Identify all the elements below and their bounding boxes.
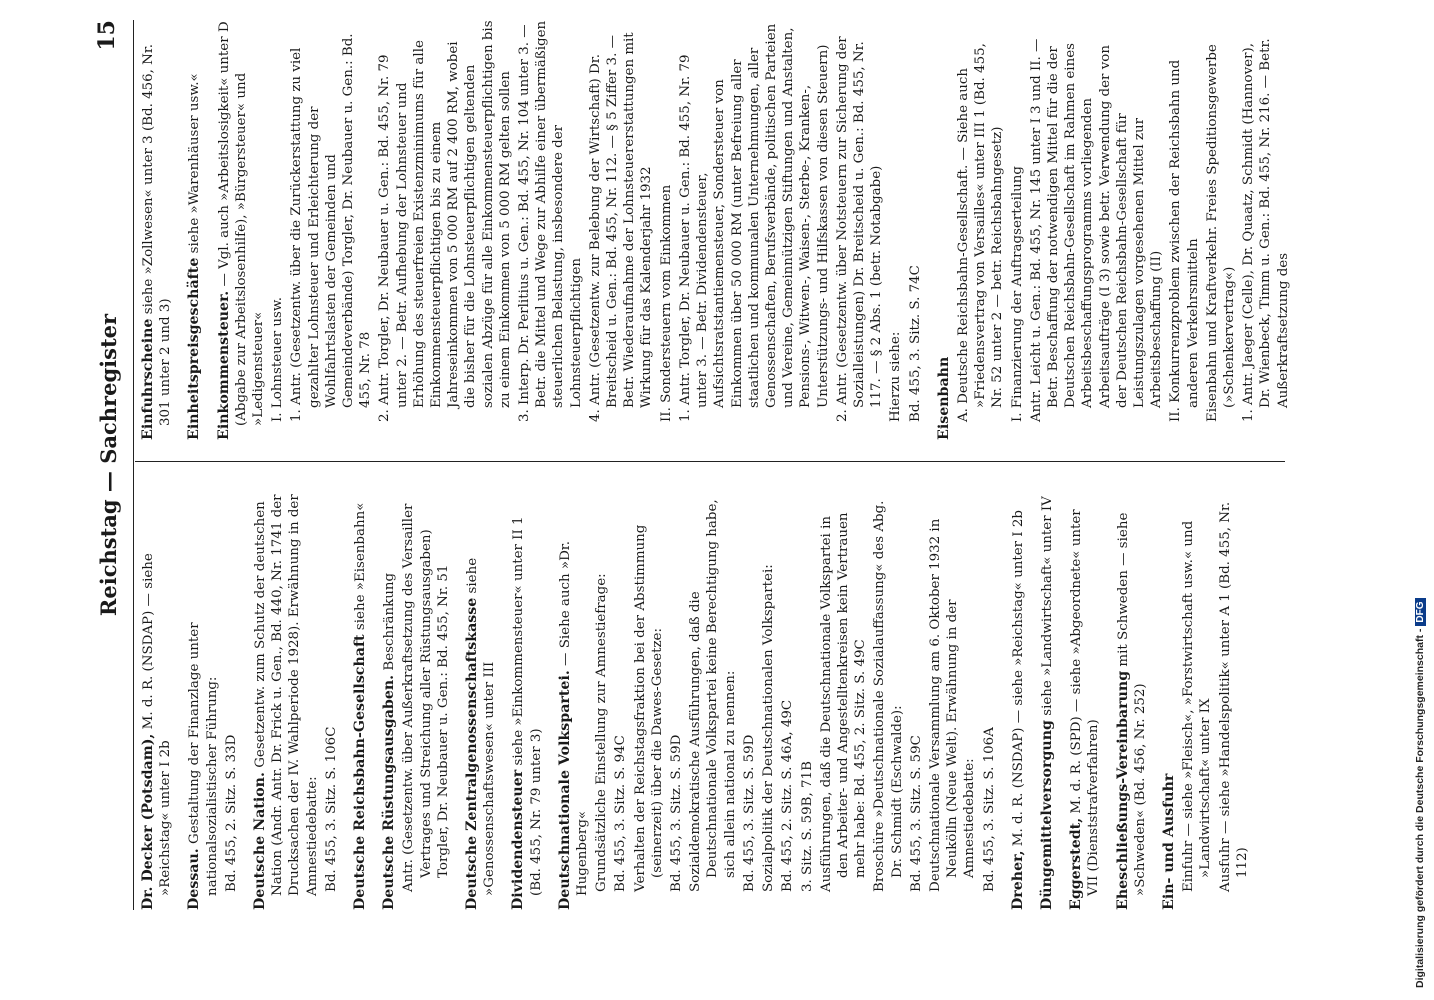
entry-text: M. d. R. (NSDAP) — siehe »Reichstag« unter I 2b — [141, 553, 174, 896]
entry-text: M. d. R. (NSDAP) — siehe »Reichstag« unter I 2b — [1010, 510, 1026, 851]
index-entry — [252, 490, 340, 910]
entry-subline: 1. Antr. (Gesetzentw. über die Zurückerstattung zu viel gezahlter Lohnsteuer und Erleichterung der Wohlfahrtslasten der Gemeinden und Gemeindeverbände) Torgler, Dr. Neubauer u. Gen.: Bd. 455, Nr. 78 — [289, 33, 374, 422]
entry-subline: Einfuhr — siehe »Fleisch«, »Forstwirtschaft usw.« und »Landwirtschaft« unter IX — [1181, 520, 1214, 892]
entry-subline: Sozialpolitik der Deutschnationalen Volkspartei: — [761, 564, 777, 892]
entry-subline: Bd. 455, 3. Sitz. S. 59D — [669, 734, 685, 892]
entry-text: siehe »Warenhäuser usw.« — [187, 73, 203, 258]
entry-subline: Ausfuhr — siehe »Handelspolitik« unter A 1 (Bd. 455, Nr. 112) — [1217, 501, 1250, 892]
entry-subline: Verhalten der Reichstagsfraktion bei der Abstimmung (seinerzeit) über die Dawes-Gesetze: — [632, 524, 665, 892]
index-entry — [381, 490, 452, 910]
index-entry — [186, 490, 240, 910]
index-entry — [557, 490, 998, 910]
entry-subline: Bd. 455, 2. Sitz. S. 33D — [223, 734, 239, 892]
header-rule — [133, 20, 134, 910]
index-entry — [140, 20, 174, 440]
entry-text: siehe »Zollwesen« unter 3 (Bd. 456, Nr. 301 unter 2 und 3) — [141, 43, 174, 426]
entry-subline: Bd. 455, 3. Sitz. S. 106C — [323, 726, 339, 892]
entry-term: Deutsche Nation. — [252, 772, 269, 910]
entry-text: Beschränkung — [382, 572, 398, 675]
entry-subline: 2. Antr. Torgler, Dr. Neubauer u. Gen.: Bd. 455, Nr. 79 unter 2. — Betr. Aufhebung der Lohnsteuer und Erhöhung des steuerfreien Existenzminimums für alle Einkommensteuerpflichtigen bis zu einem Jahreseinkommen von 5 000 RM auf 2 400 RM, wobei die bisher für die Lohnsteuerpflichtigen geltenden sozialen Abzüge für alle Einkommensteuerpflichtigen bis zu einem Einkommen von 5 000 RM gelten sollen — [377, 20, 513, 422]
entry-subline: Antr. (Gesetzentw. über Außerkraftsetzung des Versailler Vertrages und Streichung aller Rüstungsausgaben) Torgler, Dr. Neubauer u. Gen.: Bd. 455, Nr. 51 — [401, 503, 451, 892]
page-number: 15 — [94, 20, 120, 51]
entry-term: Deutsche Zentralgenossenschaftskasse — [464, 597, 481, 910]
entry-subline: Bd. 455, 3. Sitz. S. 106A — [981, 727, 997, 892]
digitization-note-text: Digitalisierung gefördert durch die Deutsche Forschungsgemeinschaft - — [1414, 628, 1426, 988]
entry-term: Dividendensteuer — [510, 769, 527, 910]
index-entry — [510, 490, 544, 910]
index-entry — [1161, 490, 1251, 910]
entry-subline: Bd. 455, 3. Sitz. S. 59D — [741, 734, 757, 892]
entry-text: siehe »Einkommensteuer« unter II 1 (Bd. 455, Nr. 79 unter 3) — [511, 516, 544, 896]
entry-subline: II. Sondersteuern vom Einkommen — [658, 184, 674, 422]
index-entry — [1010, 490, 1027, 910]
entry-subline: Antr. Leicht u. Gen.: Bd. 455, Nr. 145 unter I 3 und II. — Betr. Beschaffung der notwendigen Mittel für die der Deutschen Reichsbahn-Gesellschaft im Rahmen eines Arbeitsbeschaffungsprogramms vorliegenden Arbeitsaufträge (I 3) sowie betr. Verwendung der von der Deutschen Reichsbahn-Gesellschaft für Leistungszulagen vorgesehenen Mittel zur Arbeitsbeschaffung (II) — [1028, 38, 1165, 422]
index-entry — [216, 20, 924, 440]
entry-term: Dessau. — [186, 848, 203, 910]
entry-term: Eheschließungs-Vereinbarung — [1114, 670, 1131, 910]
entry-term: Dreher, — [1009, 850, 1026, 910]
index-entry — [1115, 490, 1149, 910]
entry-subline: 3. Interp. Dr. Perlitius u. Gen.: Bd. 455, Nr. 104 unter 3. — Betr. die Mittel und Wege zur Abhilfe einer übermäßigen steuerlichen Belastung, insbesondere der Lohnsteuerpflichtigen — [517, 20, 584, 422]
header-title: Reichstag — Sachregister — [96, 313, 121, 617]
digitization-note — [1414, 10, 1428, 990]
entry-subline: 1. Antr. Jaeger (Celle), Dr. Quaatz, Schmidt (Hannover), Dr. Wienbeck, Timm u. Gen.: Bd. 455, Nr. 216. — Betr. Außerkraftsetzung des — [1241, 38, 1291, 422]
entry-text: M. d. R. (SPD) — siehe »Abgeordnete« unter VII (Dienststrafverfahren) — [1069, 509, 1102, 896]
entry-subline: 4. Antr. (Gesetzentw. zur Belebung der Wirtschaft) Dr. Breitscheid u. Gen.: Bd. 455, Nr. 112. — § 5 Ziffer 3. — Betr. Wiederaufnahme der Lohnsteuererstattungen mit Wirkung für das Kalenderjahr 1932 — [587, 32, 655, 422]
entry-text: siehe »Genossenschaftswesen« unter III — [465, 557, 498, 896]
entry-subline: Hierzu siehe: — [888, 331, 904, 422]
entry-term: Ein- und Ausfuhr — [1160, 773, 1177, 910]
entry-term: Deutsche Reichsbahn-Gesellschaft — [352, 634, 369, 910]
page-header — [92, 20, 132, 910]
entry-subline: Bd. 455, 2. Sitz. S. 46A, 49C — [780, 699, 796, 892]
entry-text: Gestaltung der Finanzlage unter nationalsozialistischer Führung: — [187, 622, 220, 896]
index-entry — [352, 490, 369, 910]
right-column — [140, 20, 1304, 440]
entry-subline: A. Deutsche Reichsbahn-Gesellschaft. — Siehe auch »Friedensvertrag von Versailles« unter III 1 (Bd. 455, Nr. 52 unter 2 — betr. Reichsbahngesetz) — [955, 43, 1006, 422]
entry-term: Eggerstedt, — [1068, 817, 1085, 910]
entry-term: Deutsche Rüstungsausgaben. — [381, 674, 398, 910]
index-entry — [936, 20, 1292, 440]
entry-subline: 1. Antr. Torgler, Dr. Neubauer u. Gen.: Bd. 455, Nr. 79 unter 3. — Betr. Dividendensteuer, Aufsichtsratstantiemensteuer, Sondersteuer von Einkommen über 50 000 RM (unter Befreiung aller staatlichen und kommunalen Unternehmungen, aller Genossenschaften, Berufsverbände, politischen Parteien und Vereine, Gemeinnützigen Stiftungen und Anstalten, Pensions-, Witwen-, Waisen-, Sterbe-, Kranken-, Unterstützungs- und Hilfskassen von diesen Steuern) — [677, 23, 831, 422]
entry-subline: Bd. 455, 3. Sitz. S. 74C — [907, 265, 923, 422]
index-entry — [464, 490, 498, 910]
entry-term: Dr. Decker (Potsdam), — [140, 733, 156, 910]
entry-subline: Sozialdemokratische Ausführungen, daß die Deutschnationale Volkspartei keine Berechtigung habe, sich allein national zu nennen: — [688, 499, 738, 892]
entry-subline: Eisenbahn und Kraftverkehr. Freies Speditionsgewerbe (»Schenkervertrag«) — [1204, 44, 1237, 422]
entry-term: Düngemittelversorgung — [1038, 720, 1055, 910]
index-entry — [140, 490, 174, 910]
entry-subline: Broschüre »Deutschnationale Sozialauffassung« des Abg. Dr. Schmidt (Eschwalde): — [872, 500, 905, 892]
index-entry — [186, 20, 203, 440]
entry-text: siehe »Landwirtschaft« unter IV — [1039, 496, 1055, 721]
left-column — [140, 490, 1263, 910]
entry-term: Eisenbahn — [935, 356, 952, 440]
index-entry — [1039, 490, 1056, 910]
dfg-badge: DFG — [1415, 599, 1426, 626]
entry-term: Einfuhrscheine — [140, 318, 156, 440]
entry-subline: I. Lohnsteuer usw. — [270, 296, 286, 422]
entry-text: Gesetzentw. zum Schutz der deutschen Nation (Andr. Antr. Dr. Frick u. Gen., Bd. 440, Nr. 1741 der Drucksachen der IV. Wahlperiode 1928). Erwähnung in der Amnestiedebatte: — [253, 494, 320, 896]
entry-term: Einkommensteuer. — [215, 290, 232, 440]
entry-subline: Grundsätzliche Einstellung zur Amnestiefrage: — [594, 573, 610, 892]
entry-text: mit Schweden — siehe »Schweden« (Bd. 456, Nr. 252) — [1115, 512, 1148, 896]
entry-subline: 2. Antr. (Gesetzentw. über Notsteuern zur Sicherung der Sozialleistungen) Dr. Breitscheid u. Gen.: Bd. 455, Nr. 117. — § 2 Abs. 1 (betr. Notabgabe) — [834, 36, 885, 422]
entry-text: — Vgl. auch »Arbeitslosigkeit« unter D (Abgabe zur Arbeitslosenhilfe), »Bürgersteuer« und »Ledigensteuer« — [216, 21, 267, 426]
entry-text: — Siehe auch »Dr. Hugenberg« — [557, 541, 591, 896]
entry-subline: Bd. 455, 3. Sitz. S. 94C — [613, 735, 629, 892]
entry-term: Deutschnationale Volkspartei. — [556, 670, 573, 910]
entry-subline: Ausführungen, daß die Deutschnationale Volkspartei in den Arbeiter- und Angestelltenkreisen kein Vertrauen mehr habe: Bd. 455, 2. Sitz. S. 49C — [818, 512, 869, 892]
entry-subline: I. Finanzierung der Auftragserteilung — [1009, 166, 1025, 422]
entry-subline: 3. Sitz. S. 59B, 71B — [799, 761, 815, 892]
entry-text: siehe »Eisenbahn« — [353, 502, 369, 635]
entry-subline: II. Konkurrenzproblem zwischen der Reichsbahn und anderen Verkehrsmitteln — [1168, 59, 1201, 422]
entry-subline: Deutschnationale Versammlung am 6. Oktober 1932 in Neukölln (Neue Welt). Erwähnung in der Amnestiedebatte: — [927, 518, 978, 892]
index-entry — [1068, 490, 1102, 910]
column-divider — [135, 461, 1285, 462]
entry-subline: Bd. 455, 3. Sitz. S. 59C — [908, 735, 924, 892]
entry-term: Einheitspreisgeschäfte — [186, 257, 203, 440]
